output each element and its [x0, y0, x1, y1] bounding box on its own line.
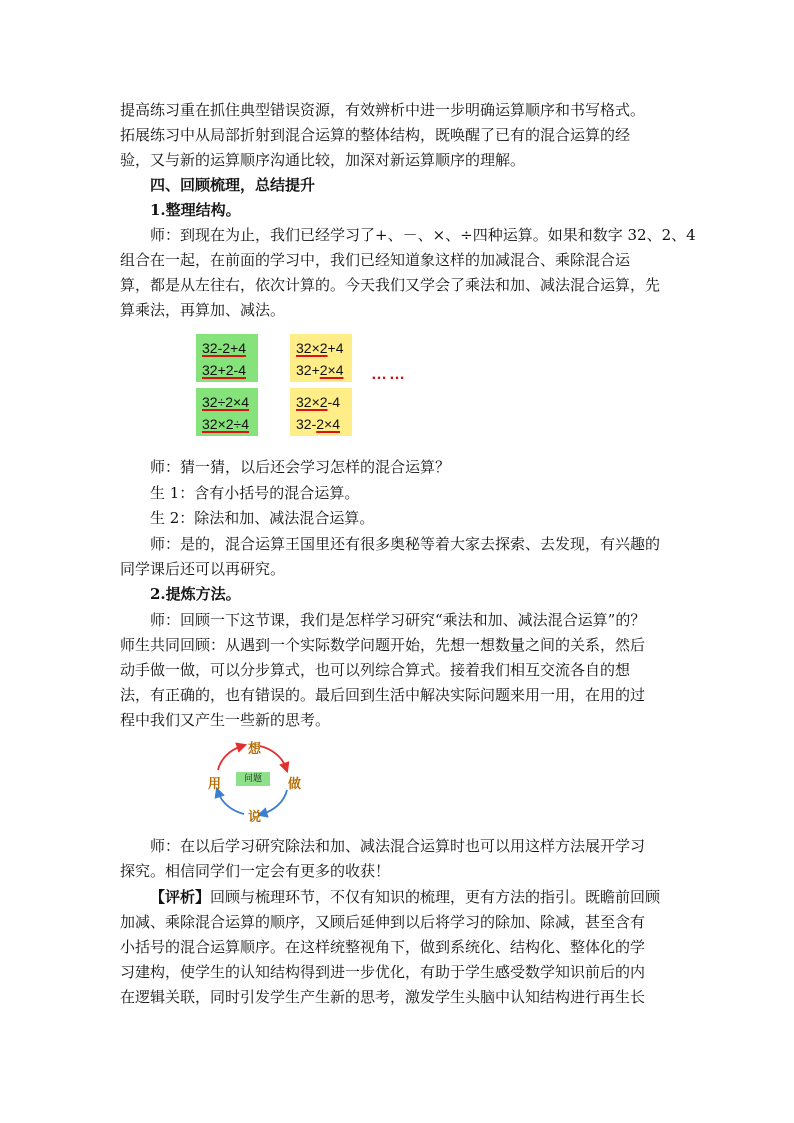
comment-text: 回顾与梳理环节，不仅有知识的梳理，更有方法的指引。既瞻前回顾	[210, 888, 661, 906]
comment-tag: 【评析】	[150, 888, 211, 906]
method-line-4: 法，有正确的，也有错误的。最后回到生活中解决实际问题来用一用，在用的过	[120, 686, 646, 704]
ending-line-1: 师：在以后学习研究除法和加、减法混合运算时也可以用这样方法展开学习	[150, 837, 646, 855]
comment-line-4: 习建构，使学生的认知结构得到进一步优化，有助于学生感受数学知识前后的内	[120, 963, 646, 981]
expr: 32×2+4	[296, 340, 344, 356]
expr-box-yellow-2	[290, 388, 352, 436]
method-line-2: 师生共同回顾：从遇到一个实际数学问题开始，先想一想数量之间的关系，然后	[120, 636, 646, 654]
expr: 32+2×4	[296, 362, 344, 378]
method-line-1: 师：回顾一下这节课，我们是怎样学习研究“乘法和加、减法混合运算”的？	[150, 611, 646, 629]
expr-box-green-2	[196, 388, 258, 436]
ellipsis: ……	[371, 366, 407, 383]
comment-line-2: 加减、乘除混合运算的顺序，又顾后延伸到以后将学习的除加、除减，甚至含有	[120, 913, 646, 931]
cycle-center-problem: 问题	[236, 772, 270, 786]
cycle-label-use: 用	[208, 777, 222, 792]
subheading-1: 1.整理结构。	[150, 201, 241, 219]
expr: 32-2×4	[296, 416, 340, 432]
expr: 32÷2×4	[202, 394, 250, 410]
comment-line-3: 小括号的混合运算顺序。在这样统整视角下，做到系统化、结构化、整体化的学	[120, 938, 646, 956]
expr: 32-2+4	[202, 340, 246, 356]
section-heading-4: 四、回顾梳理，总结提升	[150, 176, 316, 194]
comment-line-1	[150, 885, 705, 909]
method-line-5: 程中我们又产生一些新的思考。	[120, 711, 331, 729]
expr: 32×2÷4	[202, 416, 250, 432]
teacher-line-1: 师：到现在为止，我们已经学习了+、－、×、÷四种运算。如果和数字 32、2、4	[150, 226, 696, 244]
expr-box-yellow-1	[290, 334, 352, 382]
student-2: 生 2：除法和加、减法混合运算。	[150, 509, 375, 527]
para-1-line-3: 验，又与新的运算顺序沟通比较，加深对新运算顺序的理解。	[120, 151, 526, 169]
expr-box-green-1	[196, 334, 258, 382]
teacher-question: 师：猜一猜，以后还会学习怎样的混合运算？	[150, 458, 451, 476]
ending-line-2: 探究。相信同学们一定会有更多的收获！	[120, 862, 391, 880]
expr: 32×2-4	[296, 394, 340, 410]
learning-cycle-diagram	[200, 740, 310, 825]
subheading-2: 2.提炼方法。	[150, 585, 241, 603]
teacher-reply-1: 师：是的，混合运算王国里还有很多奥秘等着大家去探索、去发现，有兴趣的	[150, 535, 661, 553]
comment-line-5: 在逻辑关联，同时引发学生产生新的思考，激发学生头脑中认知结构进行再生长	[120, 988, 646, 1006]
teacher-line-3: 算，都是从左往右，依次计算的。今天我们又学会了乘法和加、减法混合运算，先	[120, 276, 661, 294]
method-line-3: 动手做一做，可以分步算式，也可以列综合算式。接着我们相互交流各自的想	[120, 661, 631, 679]
teacher-reply-2: 同学课后还可以再研究。	[120, 560, 286, 578]
cycle-label-think: 想	[248, 742, 262, 757]
cycle-label-do: 做	[288, 777, 302, 792]
cycle-label-say: 说	[248, 810, 262, 825]
para-1-line-1: 提高练习重在抓住典型错误资源，有效辨析中进一步明确运算顺序和书写格式。	[120, 101, 646, 119]
expr: 32+2-4	[202, 362, 246, 378]
para-1-line-2: 拓展练习中从局部折射到混合运算的整体结构，既唤醒了已有的混合运算的经	[120, 126, 631, 144]
teacher-line-2: 组合在一起，在前面的学习中，我们已经知道象这样的加减混合、乘除混合运	[120, 251, 631, 269]
teacher-line-4: 算乘法，再算加、减法。	[120, 301, 286, 319]
student-1: 生 1：含有小括号的混合运算。	[150, 484, 360, 502]
